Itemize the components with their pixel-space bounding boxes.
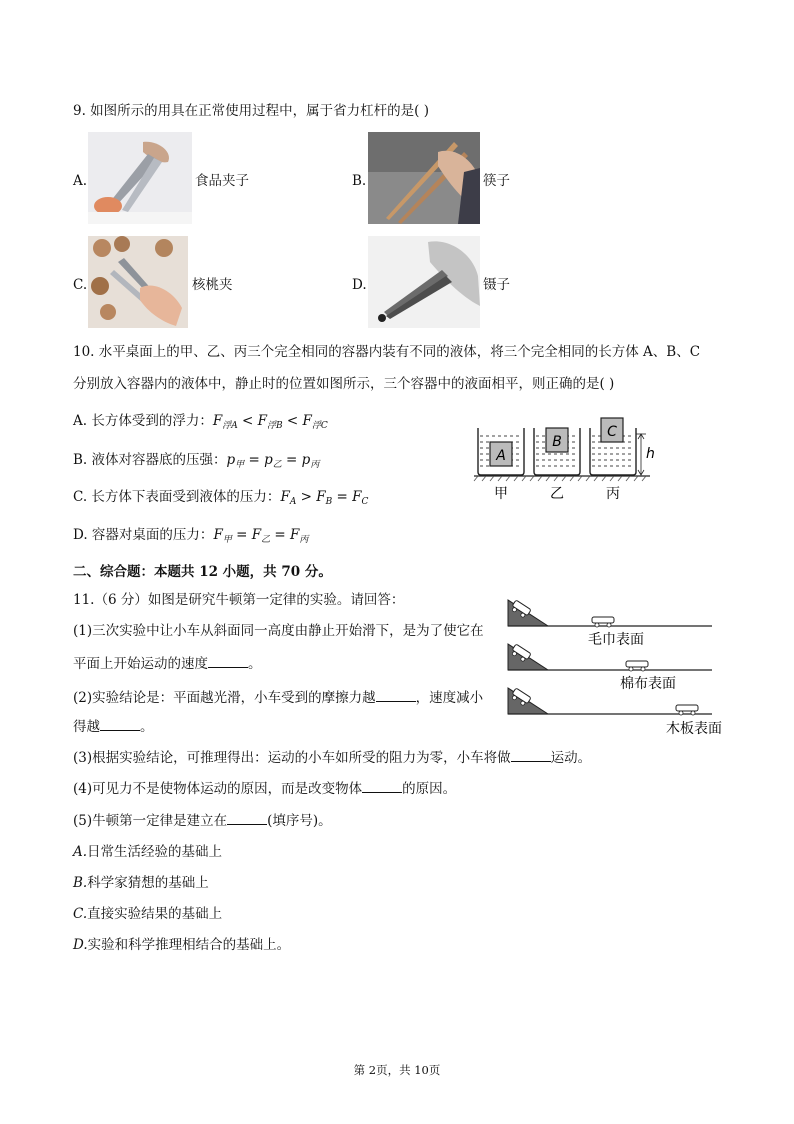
- q11-p3-blank[interactable]: [511, 748, 551, 762]
- q11-choice-d-letter: D.: [73, 937, 88, 953]
- food-tongs-photo: [88, 132, 192, 224]
- incline-figure: [500, 594, 730, 740]
- height-label: h: [646, 446, 655, 462]
- q11-choice-b: [73, 874, 209, 892]
- q11-p3-text: (3)根据实验结论，可推理得出：运动的小车如所受的阻力为零，小车将做: [73, 750, 511, 766]
- section2-title: 二、综合题：本题共 12 小题，共 70 分。: [73, 564, 332, 580]
- q11-p2-line1: [73, 688, 483, 707]
- block-c-label: C: [607, 424, 617, 440]
- q10-option-c: C. 长方体下表面受到液体的压力：$F_A > F_B = F_C$: [73, 489, 369, 507]
- q9-option-d-label: 镊子: [483, 277, 510, 293]
- tweezers-photo: [368, 236, 480, 328]
- q11-choice-a-letter: A.: [73, 844, 88, 860]
- container-bing-label: 丙: [606, 486, 620, 502]
- q10-option-b-text: B. 液体对容器底的压强：: [73, 452, 227, 468]
- q10-option-b: B. 液体对容器底的压强：$p_甲 = p_乙 = p_丙$: [73, 452, 320, 470]
- q9-option-c-label: 核桃夹: [192, 277, 233, 293]
- q11-p5: [73, 811, 332, 830]
- q11-p1-end: 。: [248, 656, 262, 672]
- wood-surface-label: 木板表面: [666, 721, 722, 737]
- q9-option-a-label: 食品夹子: [195, 173, 249, 189]
- q11-p5-blank[interactable]: [227, 811, 267, 825]
- q11-p1-line1: (1)三次实验中让小车从斜面同一高度由静止开始滑下，是为了使它在: [73, 623, 484, 639]
- q11-p1-text: 平面上开始运动的速度: [73, 656, 208, 672]
- q11-p2-text-3: 得越: [73, 719, 100, 735]
- q11-p4-end: 的原因。: [402, 781, 457, 797]
- container-yi-label: 乙: [550, 486, 564, 502]
- q11-p4-text: (4)可见力不是使物体运动的原因，而是改变物体: [73, 781, 363, 797]
- q9-option-b-letter: B.: [352, 173, 367, 189]
- q11-choice-d-text: 实验和科学推理相结合的基础上。: [87, 937, 291, 953]
- containers-figure: [470, 412, 670, 504]
- q11-stem: 11.（6 分）如图是研究牛顿第一定律的实验。请回答：: [73, 592, 405, 608]
- cotton-surface-label: 棉布表面: [620, 676, 676, 692]
- q9-stem: 9. 如图所示的用具在正常使用过程中，属于省力杠杆的是( ): [73, 103, 429, 119]
- q10-option-a: A. 长方体受到的浮力：$F_{浮A} < F_{浮B} < F_{浮C}$: [73, 413, 328, 431]
- q10-option-d-text: D. 容器对桌面的压力：: [73, 527, 214, 543]
- q10-stem-line2: 分别放入容器内的液体中，静止时的位置如图所示，三个容器中的液面相平，则正确的是( ): [73, 376, 615, 392]
- q11-choice-c: [73, 905, 222, 923]
- towel-surface-label: 毛巾表面: [588, 632, 644, 648]
- q11-choice-b-letter: B.: [73, 875, 88, 891]
- q11-p3: [73, 748, 591, 767]
- q11-p1-line2: [73, 654, 262, 673]
- q11-p4: [73, 779, 456, 798]
- q11-choice-a: [73, 843, 222, 861]
- q10-option-d: D. 容器对桌面的压力：$F_甲 = F_乙 = F_丙$: [73, 527, 309, 545]
- block-a-label: A: [496, 448, 506, 464]
- q9-option-d-letter: D.: [352, 277, 367, 293]
- q11-choice-c-text: 直接实验结果的基础上: [87, 906, 223, 922]
- page-footer: 第 2页，共 10页: [353, 1063, 441, 1077]
- q11-p2-text: (2)实验结论是：平面越光滑，小车受到的摩擦力越: [73, 690, 376, 706]
- chopsticks-photo: [368, 132, 480, 224]
- q9-option-a-letter: A.: [73, 173, 88, 189]
- q11-p3-end: 运动。: [550, 750, 592, 766]
- q9-option-b-label: 筷子: [483, 173, 510, 189]
- q11-p2-blank-2[interactable]: [100, 717, 140, 731]
- q9-option-c-letter: C.: [73, 277, 88, 293]
- q11-choice-c-letter: C.: [73, 906, 88, 922]
- q11-choice-a-text: 日常生活经验的基础上: [87, 844, 223, 860]
- q11-p2-end: 。: [140, 719, 154, 735]
- q11-p2-text-2: ，速度减小: [415, 690, 484, 706]
- q10-option-c-text: C. 长方体下表面受到液体的压力：: [73, 489, 281, 505]
- q11-p4-blank[interactable]: [362, 779, 402, 793]
- q10-stem-line1: 10. 水平桌面上的甲、乙、丙三个完全相同的容器内装有不同的液体，将三个完全相同的长方体 A、B、C: [73, 344, 701, 360]
- nutcracker-photo: [88, 236, 188, 328]
- q11-p1-blank[interactable]: [208, 654, 248, 668]
- q11-choice-b-text: 科学家猜想的基础上: [87, 875, 209, 891]
- q10-option-a-text: A. 长方体受到的浮力：: [73, 413, 213, 429]
- q11-p2-line2: [73, 717, 154, 736]
- q11-p5-end: (填序号)。: [267, 813, 332, 829]
- container-jia-label: 甲: [494, 486, 508, 502]
- q11-choice-d: [73, 936, 290, 954]
- block-b-label: B: [552, 434, 562, 450]
- q11-p2-blank-1[interactable]: [376, 688, 416, 702]
- q11-p5-text: (5)牛顿第一定律是建立在: [73, 813, 228, 829]
